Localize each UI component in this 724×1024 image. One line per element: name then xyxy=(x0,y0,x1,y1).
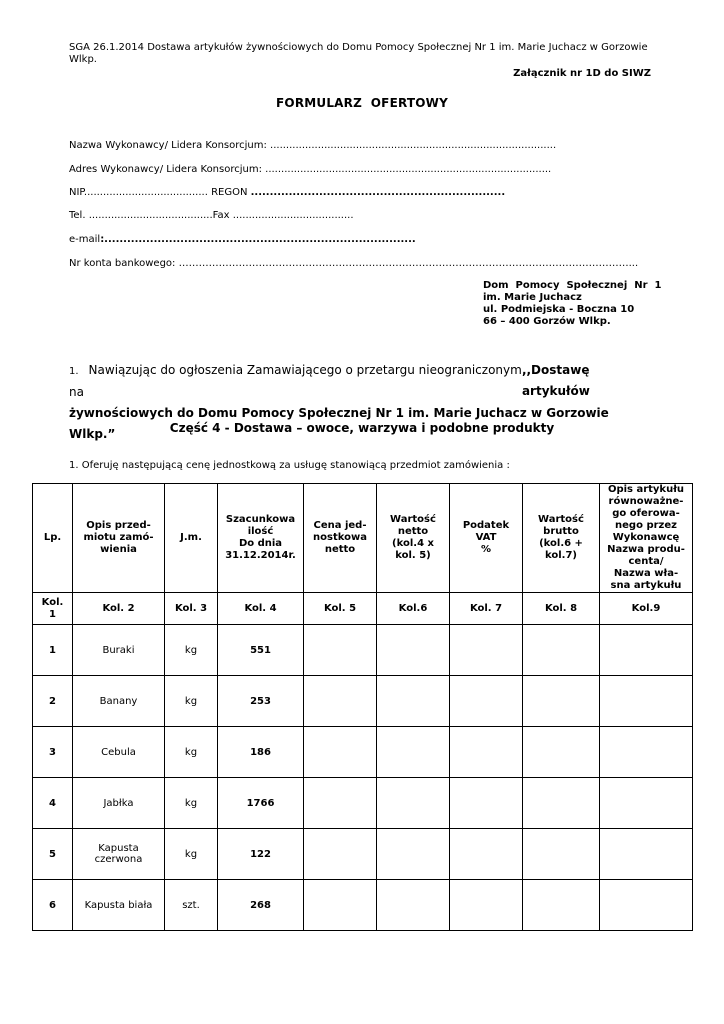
row-unit-cell: kg xyxy=(165,727,218,778)
intro-number: 1. xyxy=(69,366,79,377)
field-nip-regon xyxy=(69,187,505,198)
row-item-name-cell: Buraki xyxy=(73,625,165,676)
row-empty-cell[interactable] xyxy=(600,625,693,676)
intro-text: Nawiązując do ogłoszenia Zamawiającego o przetargu nieograniczonym na xyxy=(69,363,522,399)
field-bank-account: Nr konta bankowego: ………………………………………………………………………………………………………………………... xyxy=(69,258,639,269)
row-item-name-cell: Kapusta biała xyxy=(73,880,165,931)
field-fax: Fax ...................................... xyxy=(212,210,354,221)
kol-cell: Kol. 5 xyxy=(304,593,377,625)
field-contractor-name: Nazwa Wykonawcy/ Lidera Konsorcjum: .......................................................................................... xyxy=(69,140,557,151)
kol-cell: Kol. 7 xyxy=(450,593,523,625)
field-tel: Tel. ....................................... xyxy=(69,210,213,221)
table-row xyxy=(33,778,693,829)
row-empty-cell[interactable] xyxy=(600,880,693,931)
attachment-label: Załącznik nr 1D do SIWZ xyxy=(513,68,651,79)
header-sga-line: SGA 26.1.2014 Dostawa artykułów żywnościowych do Domu Pomocy Społecznej Nr 1 im. Marie Juchacz w Gorzowie Wlkp. xyxy=(69,42,648,65)
row-empty-cell[interactable] xyxy=(523,778,600,829)
row-empty-cell[interactable] xyxy=(304,676,377,727)
field-email xyxy=(69,234,416,245)
header-cell: Szacunkowa ilość Do dnia 31.12.2014r. xyxy=(218,484,304,593)
recipient-line-2: im. Marie Juchacz xyxy=(483,292,582,303)
row-unit-cell: kg xyxy=(165,625,218,676)
intro-bold-end: żywnościowych do Domu Pomocy Społecznej Nr 1 im. Marie Juchacz w Gorzowie Wlkp.” xyxy=(69,406,609,441)
row-unit-cell: kg xyxy=(165,829,218,880)
intro-bold-start: ,,Dostawę artykułów xyxy=(521,363,590,398)
row-empty-cell[interactable] xyxy=(304,829,377,880)
row-quantity-cell: 1766 xyxy=(218,778,304,829)
field-contractor-address: Adres Wykonawcy/ Lidera Konsorcjum: .......................................................................................... xyxy=(69,164,552,175)
row-empty-cell[interactable] xyxy=(450,778,523,829)
offer-table xyxy=(32,483,693,931)
row-empty-cell[interactable] xyxy=(450,829,523,880)
row-empty-cell[interactable] xyxy=(523,625,600,676)
row-empty-cell[interactable] xyxy=(304,778,377,829)
header-cell: Lp. xyxy=(33,484,73,593)
row-empty-cell[interactable] xyxy=(304,880,377,931)
header-cell: Wartość brutto (kol.6 + kol.7) xyxy=(523,484,600,593)
row-empty-cell[interactable] xyxy=(450,625,523,676)
table-row xyxy=(33,880,693,931)
row-empty-cell[interactable] xyxy=(600,778,693,829)
recipient-line-3: ul. Podmiejska - Boczna 10 xyxy=(483,304,635,315)
field-email-label: e-mail xyxy=(69,234,101,245)
row-empty-cell[interactable] xyxy=(377,676,450,727)
table-row xyxy=(33,727,693,778)
row-quantity-cell: 253 xyxy=(218,676,304,727)
kol-cell: Kol. 4 xyxy=(218,593,304,625)
row-empty-cell[interactable] xyxy=(377,778,450,829)
row-lp-cell: 5 xyxy=(33,829,73,880)
row-empty-cell[interactable] xyxy=(377,829,450,880)
row-empty-cell[interactable] xyxy=(377,880,450,931)
header-cell: Cena jed- nostkowa netto xyxy=(304,484,377,593)
row-lp-cell: 1 xyxy=(33,625,73,676)
header-cell: Opis artykułu równoważne- go oferowa- nego przez Wykonawcę Nazwa produ- centa/ Nazwa wła- sna artykułu xyxy=(600,484,693,593)
row-empty-cell[interactable] xyxy=(450,676,523,727)
field-regon-label: REGON xyxy=(211,187,251,198)
row-unit-cell: szt. xyxy=(165,880,218,931)
row-empty-cell[interactable] xyxy=(450,880,523,931)
row-empty-cell[interactable] xyxy=(377,625,450,676)
row-empty-cell[interactable] xyxy=(450,727,523,778)
row-lp-cell: 3 xyxy=(33,727,73,778)
table-row xyxy=(33,676,693,727)
table-row xyxy=(33,625,693,676)
row-item-name-cell: Cebula xyxy=(73,727,165,778)
recipient-line-1: Dom Pomocy Społecznej Nr 1 xyxy=(483,280,662,291)
field-tel-fax xyxy=(69,210,354,221)
row-unit-cell: kg xyxy=(165,778,218,829)
kol-cell: Kol. 8 xyxy=(523,593,600,625)
field-nip: NIP....................................... xyxy=(69,187,208,198)
row-unit-cell: kg xyxy=(165,676,218,727)
row-quantity-cell: 186 xyxy=(218,727,304,778)
row-item-name-cell: Banany xyxy=(73,676,165,727)
row-quantity-cell: 551 xyxy=(218,625,304,676)
offer-line: 1. Oferuję następującą cenę jednostkową za usługę stanowiącą przedmiot zamówienia : xyxy=(69,460,510,471)
field-email-dots: :.................................................................................. xyxy=(100,234,416,245)
row-empty-cell[interactable] xyxy=(523,880,600,931)
recipient-line-4: 66 – 400 Gorzów Wlkp. xyxy=(483,316,611,327)
header-cell: Wartość netto (kol.4 x kol. 5) xyxy=(377,484,450,593)
page-title: FORMULARZ OFERTOWY xyxy=(276,96,448,110)
row-quantity-cell: 122 xyxy=(218,829,304,880)
row-empty-cell[interactable] xyxy=(523,829,600,880)
table-header-row xyxy=(33,484,693,593)
header-cell: J.m. xyxy=(165,484,218,593)
row-lp-cell: 2 xyxy=(33,676,73,727)
row-empty-cell[interactable] xyxy=(304,625,377,676)
kol-cell: Kol.6 xyxy=(377,593,450,625)
header-cell: Opis przed- miotu zamó- wienia xyxy=(73,484,165,593)
row-empty-cell[interactable] xyxy=(377,727,450,778)
row-item-name-cell: Jabłka xyxy=(73,778,165,829)
table-column-numbers-row xyxy=(33,593,693,625)
kol-cell: Kol. 1 xyxy=(33,593,73,625)
table-row xyxy=(33,829,693,880)
row-empty-cell[interactable] xyxy=(523,727,600,778)
header-cell: Podatek VAT % xyxy=(450,484,523,593)
row-empty-cell[interactable] xyxy=(600,676,693,727)
row-empty-cell[interactable] xyxy=(523,676,600,727)
row-quantity-cell: 268 xyxy=(218,880,304,931)
row-lp-cell: 4 xyxy=(33,778,73,829)
recipient-address xyxy=(483,280,662,328)
row-empty-cell[interactable] xyxy=(600,829,693,880)
row-lp-cell: 6 xyxy=(33,880,73,931)
row-empty-cell[interactable] xyxy=(600,727,693,778)
kol-cell: Kol. 2 xyxy=(73,593,165,625)
kol-cell: Kol. 3 xyxy=(165,593,218,625)
field-regon-dots: ................................................................... xyxy=(250,187,506,198)
kol-cell: Kol.9 xyxy=(600,593,693,625)
part-title: Część 4 - Dostawa – owoce, warzywa i podobne produkty xyxy=(169,421,555,435)
row-item-name-cell: Kapusta czerwona xyxy=(73,829,165,880)
row-empty-cell[interactable] xyxy=(304,727,377,778)
